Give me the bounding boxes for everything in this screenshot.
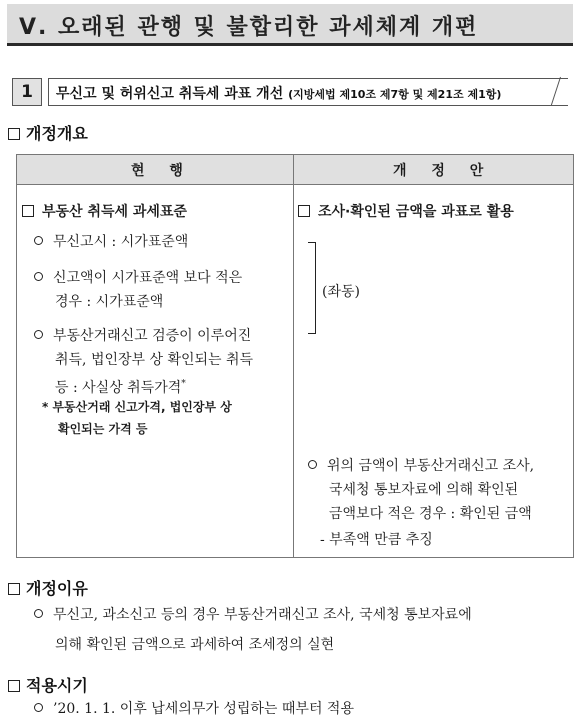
current-item-3-line-2: 취득, 법인장부 상 확인되는 취득: [55, 352, 254, 368]
footnote-mark: *: [181, 379, 186, 389]
reason-text: [34, 600, 472, 660]
effective-heading-label: 적용시기: [26, 676, 88, 695]
current-item-2-line-2: 경우 : 시가표준액: [55, 294, 164, 310]
proposed-item-line-2: 국세청 통보자료에 의해 확인된: [329, 482, 519, 498]
table-column-divider: [293, 155, 294, 557]
proposed-dash-item: - 부족액 만큼 추징: [320, 532, 433, 548]
reason-heading-label: 개정이유: [26, 579, 88, 598]
chapter-title: Ⅴ. 오래된 관행 및 불합리한 과세체계 개편: [19, 15, 479, 40]
section-title-law: (지방세법 제10조 제7항 및 제21조 제1항): [288, 88, 502, 101]
effective-line: ’20. 1. 1. 이후 납세의무가 성립하는 때부터 적용: [53, 701, 354, 717]
overview-heading-label: 개정개요: [26, 124, 88, 143]
circle-bullet-icon: [34, 330, 43, 339]
square-bullet-icon: [8, 583, 20, 595]
current-item-1-line-1: 무신고시 : 시가표준액: [53, 234, 189, 250]
square-bullet-icon: [298, 205, 310, 217]
chapter-header: [7, 4, 573, 46]
current-item-3-line-3: 등 : 사실상 취득가격: [55, 379, 182, 396]
proposed-item-line-3: 금액보다 적은 경우 : 확인된 금액: [329, 506, 532, 522]
bracket-symbol: [308, 242, 316, 334]
proposed-item-line-1: 위의 금액이 부동산거래신고 조사,: [327, 458, 535, 474]
current-item-2: [34, 266, 242, 314]
square-bullet-icon: [8, 680, 20, 692]
circle-bullet-icon: [34, 236, 43, 245]
current-item-1: [34, 230, 188, 254]
proposed-title-label: 조사·확인된 금액을 과표로 활용: [318, 204, 514, 220]
section-number: 1: [12, 78, 42, 106]
current-title: [22, 200, 187, 224]
circle-bullet-icon: [34, 609, 43, 618]
effective-text: [34, 694, 354, 722]
proposed-title: [298, 200, 514, 224]
current-title-label: 부동산 취득세 과세표준: [42, 204, 187, 220]
circle-bullet-icon: [34, 703, 43, 712]
current-item-2-line-1: 신고액이 시가표준액 보다 적은: [53, 270, 243, 286]
header-proposed: 개 정 안: [393, 163, 494, 179]
current-footnote: [42, 396, 232, 440]
reason-line-1: 무신고, 과소신고 등의 경우 부동산거래신고 조사, 국세청 통보자료에: [53, 607, 472, 623]
current-item-3-line-1: 부동산거래신고 검증이 이루어진: [53, 328, 252, 344]
overview-heading: [8, 121, 88, 144]
effective-heading: [8, 673, 88, 696]
current-footnote-line-2: 확인되는 가격 등: [58, 422, 148, 436]
reason-line-2: 의해 확인된 금액으로 과세하여 조세정의 실현: [55, 637, 335, 653]
section-title-main: 무신고 및 허위신고 취득세 과표 개선: [56, 86, 284, 102]
current-item-3: [34, 324, 253, 400]
current-footnote-line-1: * 부동산거래 신고가격, 법인장부 상: [42, 400, 232, 414]
square-bullet-icon: [22, 205, 34, 217]
reason-heading: [8, 576, 88, 599]
proposed-item: [308, 454, 534, 526]
circle-bullet-icon: [308, 460, 317, 469]
square-bullet-icon: [8, 128, 20, 140]
section-title: [56, 83, 501, 103]
header-current: 현 행: [131, 163, 193, 179]
same-as-left: (좌동): [322, 284, 360, 300]
circle-bullet-icon: [34, 272, 43, 281]
